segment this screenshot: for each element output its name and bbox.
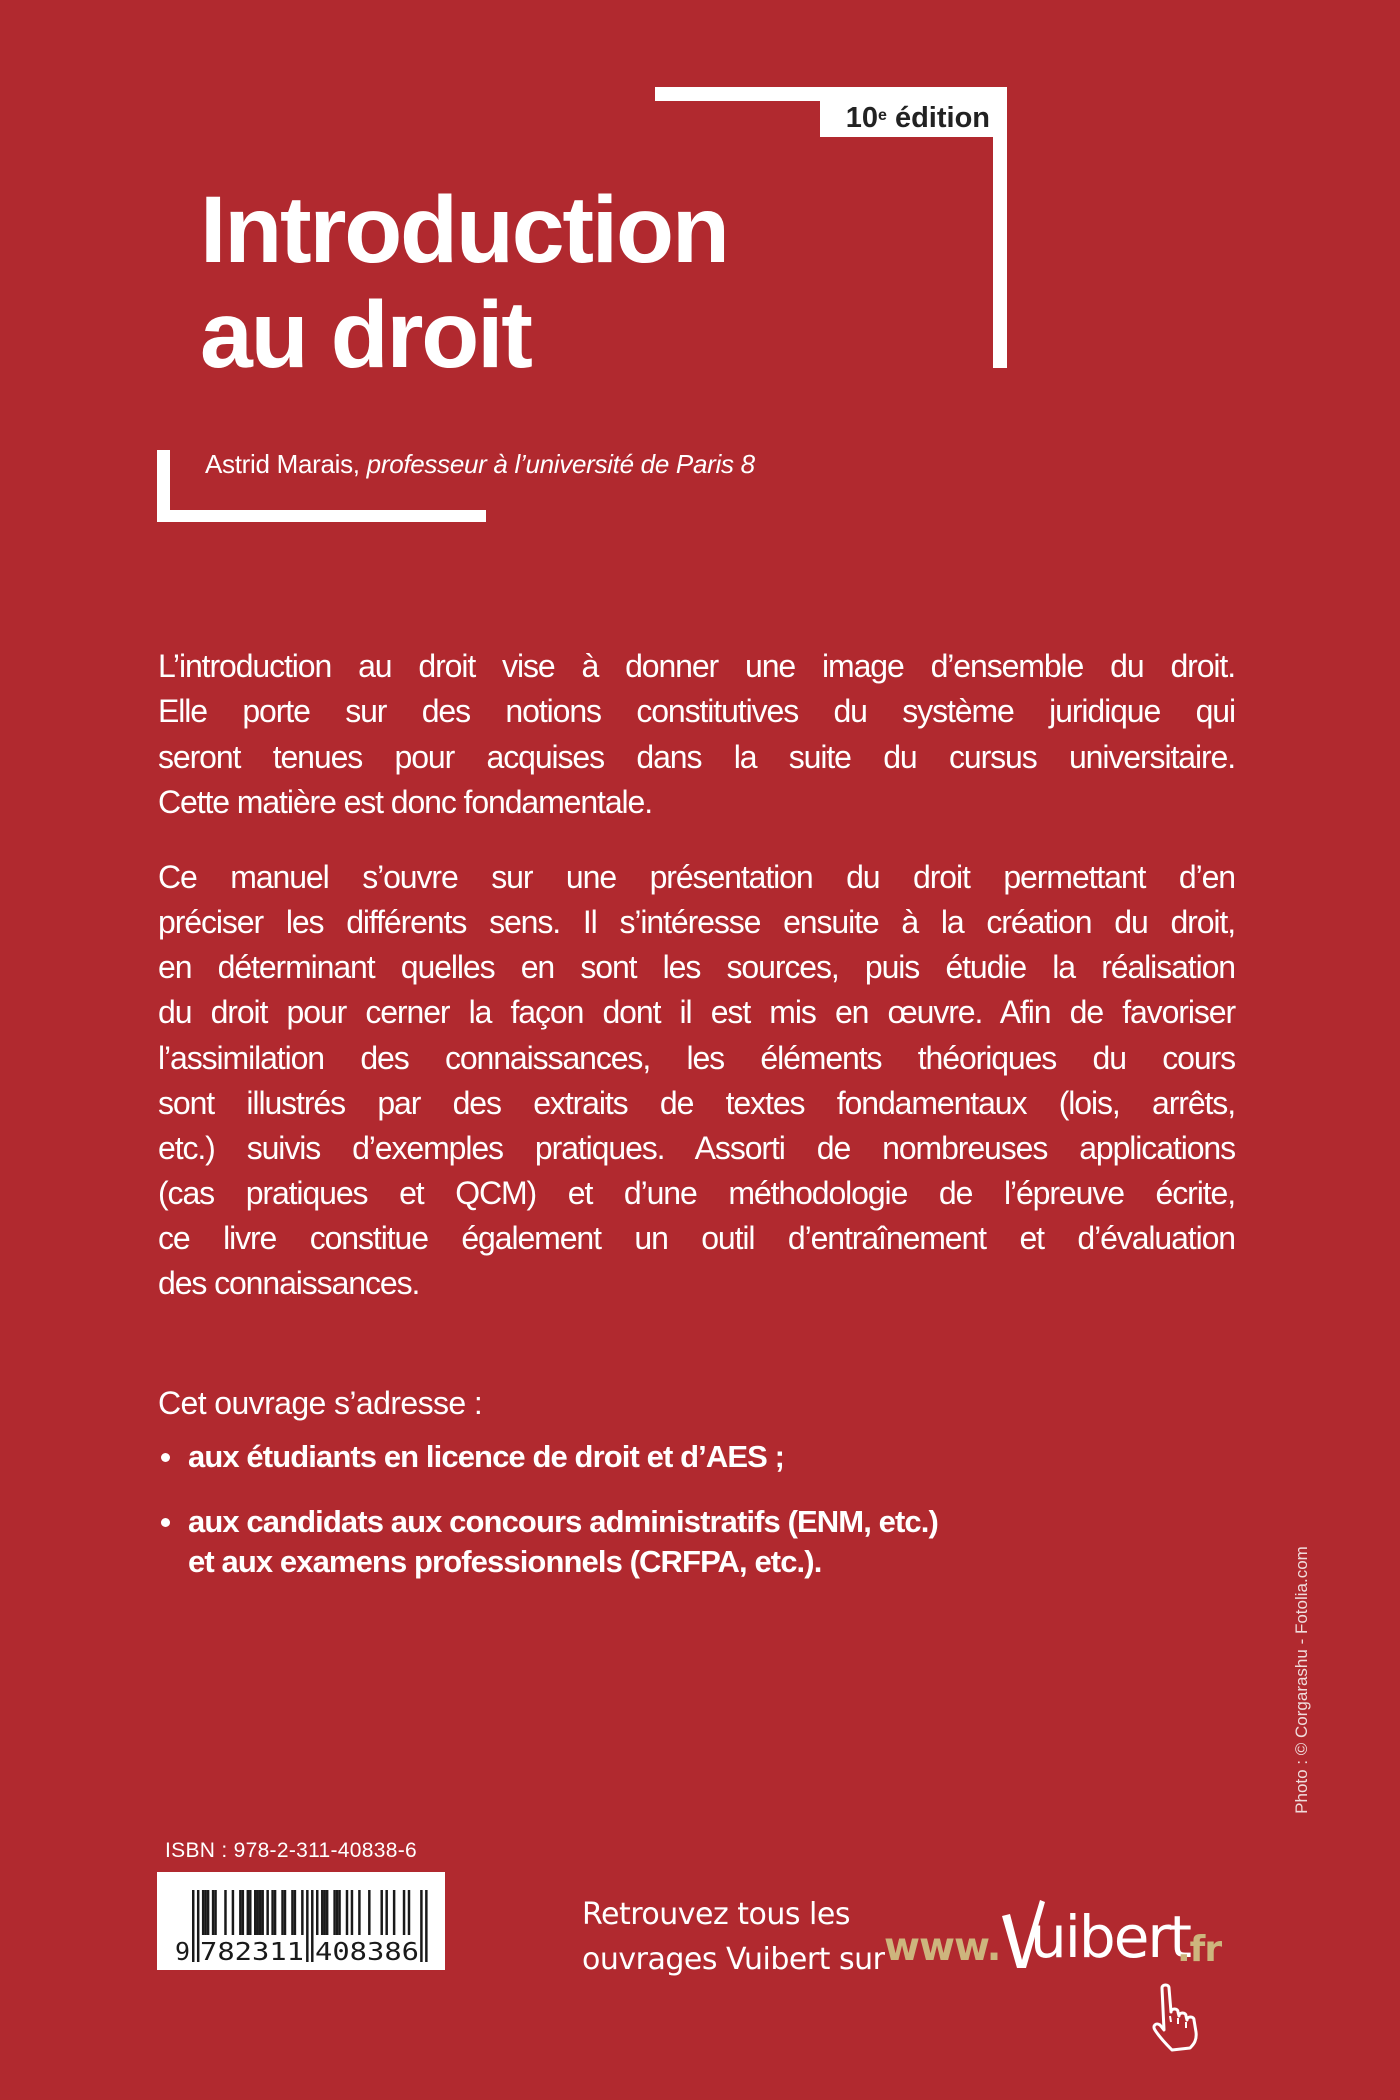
barcode-digit-first: 9 — [175, 1937, 191, 1966]
barcode-bar — [294, 1890, 296, 1935]
description-line: en déterminant quelles en sont les sources, puis étudie la réalisation — [158, 949, 1235, 985]
barcode-bar — [358, 1890, 360, 1935]
description-line: Elle porte sur des notions constitutives du système juridique qui — [158, 693, 1235, 729]
website-prefix[interactable]: www. — [884, 1925, 1001, 1970]
barcode-bar — [254, 1890, 256, 1935]
description-line: des connaissances. — [158, 1265, 420, 1301]
promo-line-2: ouvrages Vuibert sur — [582, 1942, 885, 1977]
description-line: préciser les différents sens. Il s’intéresse ensuite à la création du droit, — [158, 904, 1235, 940]
description-line: l’assimilation des connaissances, les éléments théoriques du cours — [158, 1040, 1235, 1076]
barcode-bar — [408, 1890, 410, 1935]
barcode-bar — [321, 1890, 323, 1935]
barcode-bar — [425, 1890, 427, 1962]
author-affiliation: professeur à l’université de Paris 8 — [366, 449, 755, 479]
hand-pointer-icon — [1150, 1982, 1204, 2052]
barcode-bar — [271, 1890, 273, 1935]
description-line: (cas pratiques et QCM) et d’une méthodologie de l’épreuve écrite, — [158, 1175, 1235, 1211]
barcode-bar — [333, 1890, 335, 1935]
description-line: Cette matière est donc fondamentale. — [158, 784, 653, 820]
edition-superscript: e — [877, 107, 887, 124]
description-line: Ce manuel s’ouvre sur une présentation du droit permettant d’en — [158, 859, 1235, 895]
barcode-bar — [311, 1890, 313, 1962]
barcode-bar — [212, 1890, 214, 1935]
barcode-bar — [403, 1890, 405, 1935]
description-line: sont illustrés par des extraits de textes fondamentaux (lois, arrêts, — [158, 1085, 1235, 1121]
description-line: seront tenues pour acquises dans la suite du cursus universitaire. — [158, 739, 1235, 775]
brand-name: uibert — [1030, 1903, 1190, 1971]
barcode-bar — [291, 1890, 293, 1935]
barcode-digits-left: 782311 — [200, 1937, 304, 1966]
author-bracket-horizontal — [157, 510, 486, 522]
barcode-bar — [380, 1890, 382, 1935]
book-title-line-1: Introduction — [200, 177, 728, 283]
barcode-bar — [259, 1890, 261, 1935]
audience-item-text: et aux examens professionnels (CRFPA, etc.). — [188, 1544, 822, 1579]
barcode-bar — [249, 1890, 251, 1935]
photo-credit: Photo : © Corgarashu - Fotolia.com — [1292, 1546, 1311, 1814]
barcode-bar — [266, 1890, 268, 1935]
barcode-bar — [385, 1890, 387, 1935]
barcode-bar — [202, 1890, 204, 1935]
barcode-bar — [306, 1890, 308, 1962]
barcode-bar — [261, 1890, 263, 1935]
barcode-bar — [204, 1890, 206, 1935]
barcode-bar — [336, 1890, 338, 1935]
audience-item-text: aux candidats aux concours administratifs (ENM, etc.) — [188, 1504, 938, 1539]
description-line: L’introduction au droit vise à donner une image d’ensemble du droit. — [158, 648, 1235, 684]
website-suffix: .fr — [1177, 1929, 1222, 1970]
audience-intro: Cet ouvrage s’adresse : — [158, 1385, 483, 1421]
description-line: ce livre constitue également un outil d’entraînement et d’évaluation — [158, 1220, 1235, 1256]
bullet-icon — [161, 1453, 170, 1462]
barcode-bar — [351, 1890, 353, 1935]
barcode-bar — [247, 1890, 249, 1935]
edition-number: 10 — [845, 102, 878, 134]
barcode-bar — [232, 1890, 234, 1935]
barcode-bar — [207, 1890, 209, 1935]
barcode-bar — [393, 1890, 395, 1935]
promo-line-1: Retrouvez tous les — [582, 1897, 850, 1932]
barcode-bar — [316, 1890, 318, 1935]
isbn-label: ISBN : 978-2-311-40838-6 — [165, 1839, 417, 1862]
barcode-bar — [301, 1890, 303, 1935]
book-title-line-2: au droit — [200, 282, 531, 388]
bullet-icon — [161, 1518, 170, 1527]
barcode-digits-right: 408386 — [315, 1937, 419, 1966]
barcode-bar — [338, 1890, 340, 1935]
barcode-bar — [420, 1890, 422, 1962]
author-name: Astrid Marais, — [205, 449, 360, 479]
barcode-bar — [281, 1890, 283, 1935]
barcode-bar — [256, 1890, 258, 1935]
audience-item-text: aux étudiants en licence de droit et d’AES ; — [188, 1439, 785, 1474]
description-line: etc.) suivis d’exemples pratiques. Assorti de nombreuses applications — [158, 1130, 1235, 1166]
barcode-bar — [274, 1890, 276, 1935]
barcode-graphic — [157, 1872, 445, 1970]
author-line — [205, 449, 755, 479]
barcode-bar — [192, 1890, 194, 1962]
barcode-bar — [284, 1890, 286, 1935]
barcode-bar — [346, 1890, 348, 1935]
barcode-bar — [323, 1890, 325, 1935]
edition-label — [820, 100, 990, 136]
barcode-bar — [242, 1890, 244, 1935]
barcode — [157, 1872, 445, 1970]
description-line: du droit pour cerner la façon dont il est mis en œuvre. Afin de favoriser — [158, 994, 1235, 1030]
barcode-bar — [239, 1890, 241, 1935]
edition-word: édition — [894, 102, 990, 134]
barcode-bar — [224, 1890, 226, 1935]
barcode-bar — [214, 1890, 216, 1935]
barcode-bar — [368, 1890, 370, 1935]
barcode-bar — [326, 1890, 328, 1935]
